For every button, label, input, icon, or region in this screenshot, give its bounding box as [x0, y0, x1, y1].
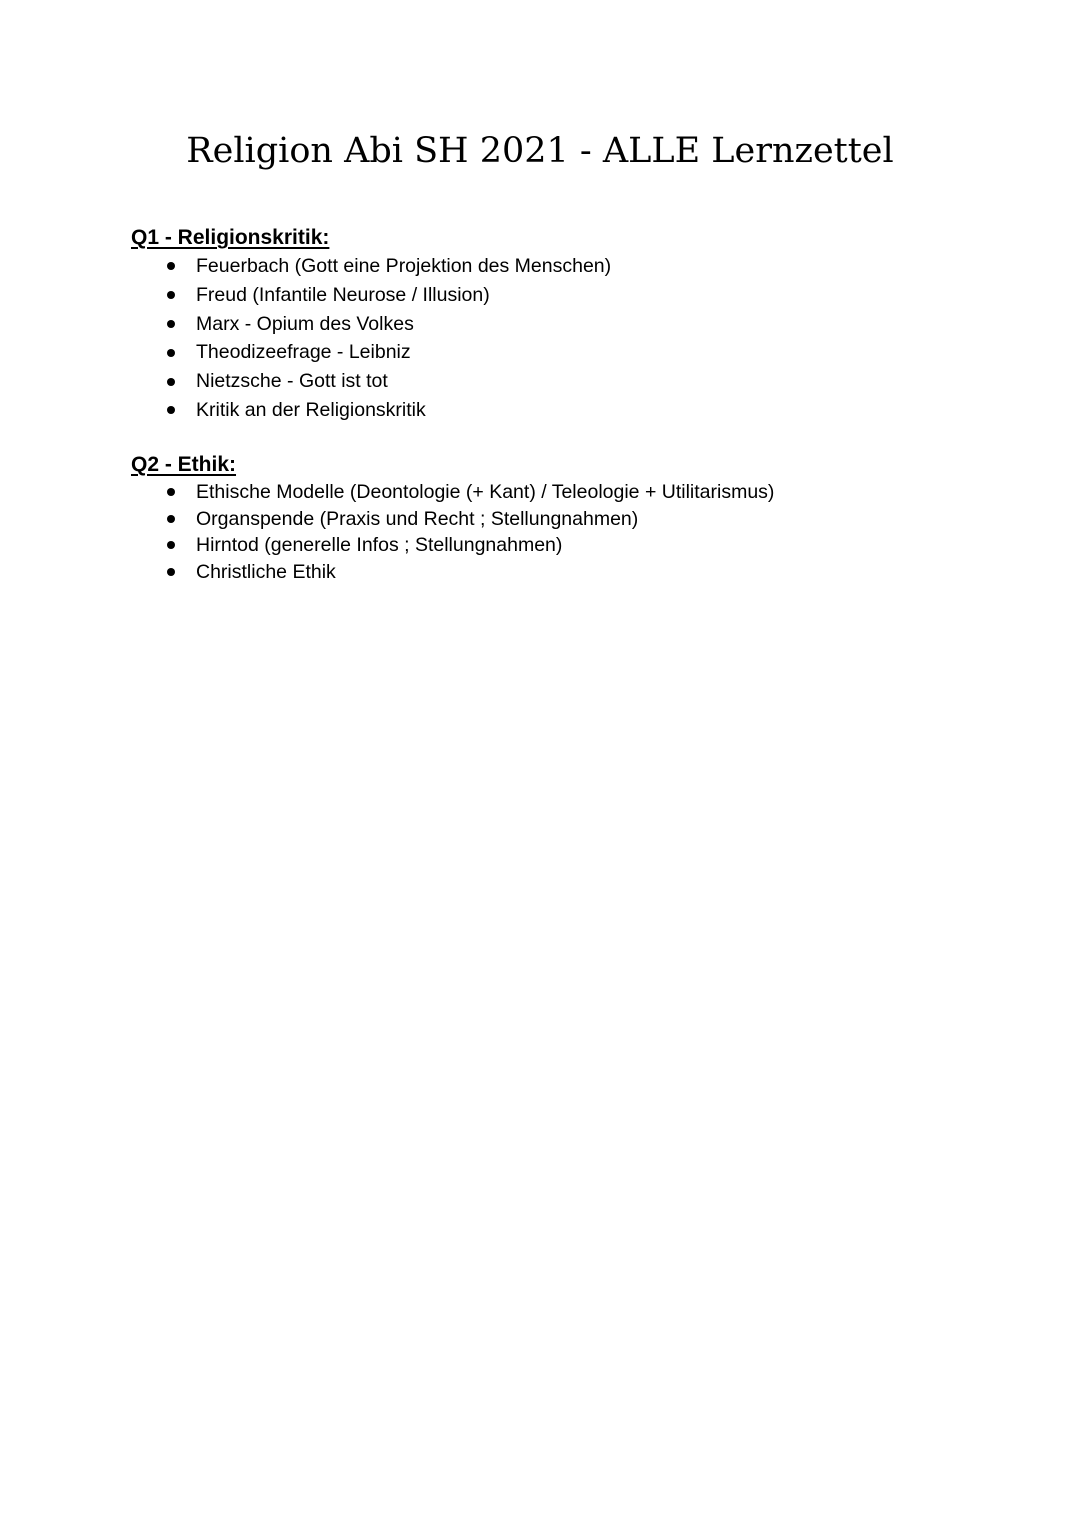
bullet-icon [167, 488, 175, 496]
section-heading: Q1 - Religionskritik: [131, 226, 330, 249]
page-title: Religion Abi SH 2021 - ALLE Lernzettel [186, 131, 894, 171]
bullet-icon [167, 291, 175, 299]
list-item [131, 506, 774, 533]
bullet-icon [167, 262, 175, 270]
list-item [131, 281, 611, 310]
bullet-icon [167, 515, 175, 523]
list-item [131, 559, 774, 586]
list-item-text: Nietzsche - Gott ist tot [196, 370, 388, 393]
bullet-icon [167, 541, 175, 549]
bullet-icon [167, 406, 175, 414]
section-heading: Q2 - Ethik: [131, 453, 237, 476]
bullet-icon [167, 378, 175, 386]
list-item-text: Organspende (Praxis und Recht ; Stellungnahmen) [196, 507, 639, 530]
bullet-icon [167, 349, 175, 357]
list-item-text: Marx - Opium des Volkes [196, 312, 414, 335]
list-item [131, 479, 774, 506]
section-ethik [131, 451, 774, 585]
bullet-list [131, 479, 774, 585]
list-item [131, 252, 611, 281]
bullet-icon [167, 320, 175, 328]
list-item-text: Hirntod (generelle Infos ; Stellungnahmen) [196, 534, 563, 557]
section-religionskritik [131, 224, 611, 425]
bullet-icon [167, 568, 175, 576]
list-item-text: Christliche Ethik [196, 560, 336, 583]
list-item-text: Freud (Infantile Neurose / Illusion) [196, 283, 490, 306]
list-item [131, 532, 774, 559]
list-item-text: Ethische Modelle (Deontologie (+ Kant) / Teleologie + Utilitarismus) [196, 481, 775, 503]
list-item-text: Feuerbach (Gott eine Projektion des Menschen) [196, 255, 612, 277]
list-item [131, 338, 611, 367]
list-item [131, 396, 611, 425]
list-item [131, 367, 611, 396]
list-item-text: Kritik an der Religionskritik [196, 398, 426, 421]
bullet-list [131, 252, 611, 425]
list-item [131, 310, 611, 339]
list-item-text: Theodizeefrage - Leibniz [196, 341, 411, 364]
